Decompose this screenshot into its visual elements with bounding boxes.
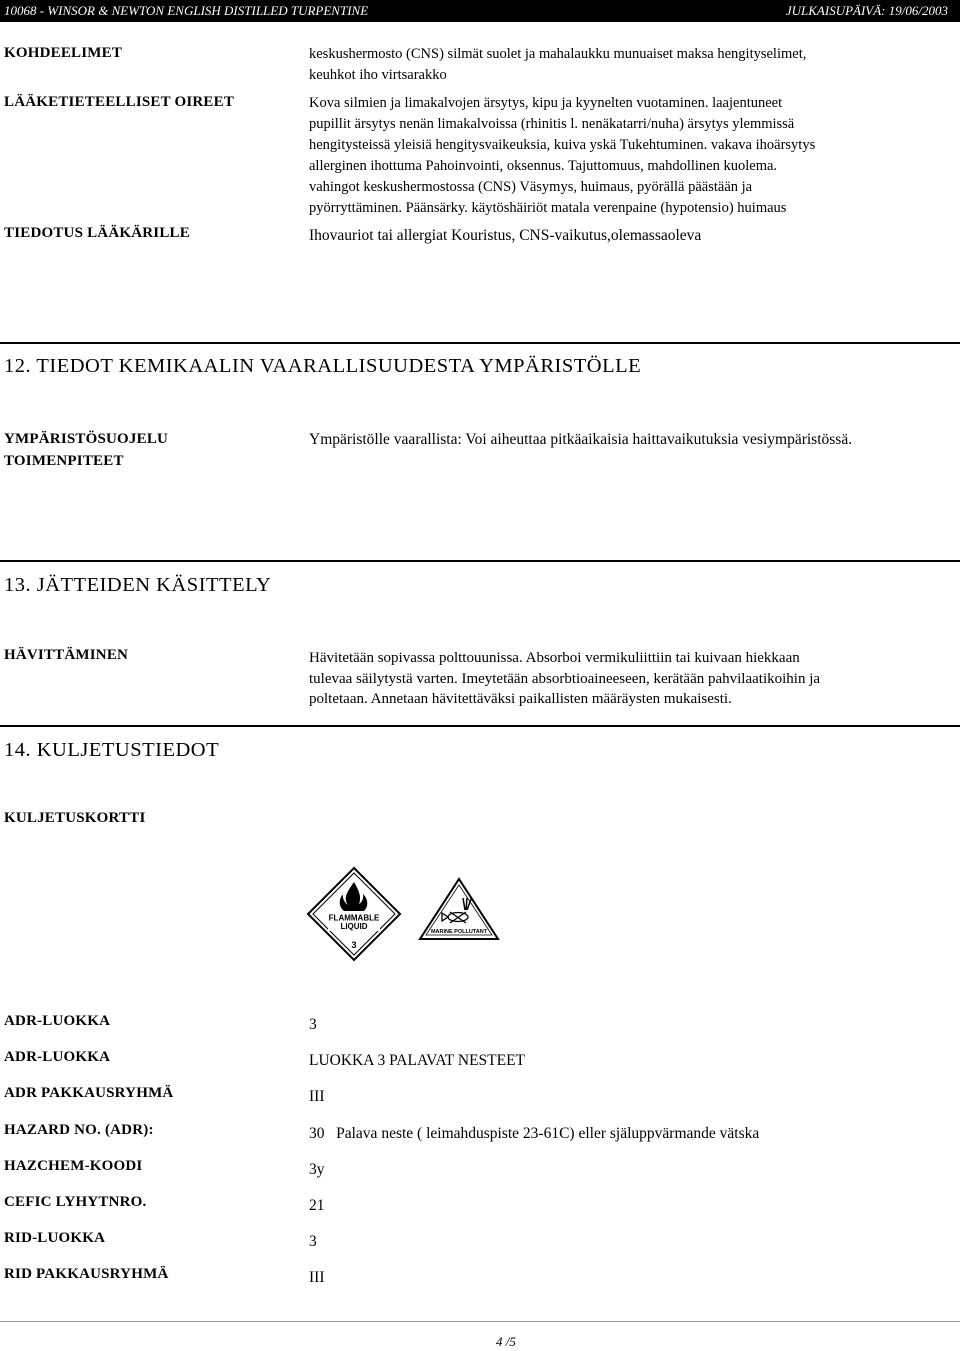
- text-line: keskushermosto (CNS) silmät suolet ja mahalaukku munuaiset maksa hengityselimet,: [309, 46, 807, 62]
- transport-row-value: 30 Palava neste ( leimahduspiste 23-61C) eller själuppvärmande vätska: [309, 1125, 760, 1142]
- symptoms-label: LÄÄKETIETEELLISET OIREET: [4, 94, 235, 110]
- note-to-physician-text: Ihovauriot tai allergiat Kouristus, CNS-vaikutus,olemassaoleva: [309, 227, 702, 244]
- footer-rule: [0, 1321, 960, 1322]
- text-line: pyörryttäminen. Päänsärky. käytöshäiriöt matala verenpaine (hypotensio) huimaus: [309, 200, 787, 216]
- transport-row-label: ADR PAKKAUSRYHMÄ: [4, 1085, 174, 1101]
- disposal-text: [309, 648, 820, 710]
- symptoms-text: [309, 93, 815, 219]
- disposal-label: HÄVITTÄMINEN: [4, 647, 129, 663]
- section-14-rule: [0, 725, 960, 727]
- marine-pollutant-icon: [417, 876, 501, 942]
- text-line: vahingot keskushermostossa (CNS) Väsymys, huimaus, pyörällä päästään ja: [309, 179, 753, 195]
- transport-row-label: CEFIC LYHYTNRO.: [4, 1194, 147, 1210]
- transport-row-value: 21: [309, 1197, 325, 1214]
- text-line: Hävitetään sopivassa polttouunissa. Absorboi vermikuliittiin tai kuivaan hiekkaan: [309, 650, 800, 666]
- transport-row-value: III: [309, 1088, 325, 1105]
- text-line: allerginen ihottuma Pahoinvointi, oksennus. Tajuttomuus, mahdollinen kuolema.: [309, 158, 778, 174]
- environmental-measures-text: Ympäristölle vaarallista: Voi aiheuttaa pitkäaikaisia haittavaikutuksia vesiympäristössä.: [309, 431, 853, 448]
- flammable-text-2: LIQUID: [340, 922, 368, 931]
- transport-row-label: ADR-LUOKKA: [4, 1049, 111, 1065]
- transport-row-value: 3: [309, 1016, 317, 1033]
- section-12-rule: [0, 342, 960, 344]
- flammable-class-number: 3: [351, 940, 357, 950]
- label-line: TOIMENPITEET: [4, 453, 124, 469]
- flammable-text-1: FLAMMABLE: [328, 913, 380, 923]
- header-product-title: 10068 - WINSOR & NEWTON ENGLISH DISTILLED TURPENTINE: [4, 3, 369, 18]
- section-12-title: 12. TIEDOT KEMIKAALIN VAARALLISUUDESTA YMPÄRISTÖLLE: [4, 355, 642, 377]
- transport-card-label: KULJETUSKORTTI: [4, 810, 146, 826]
- text-line: pupillit ärsytys nenän limakalvoissa (rhinitis l. nenäkatarri/nuha) ärsytys ylemmissä: [309, 116, 795, 132]
- transport-row-value: LUOKKA 3 PALAVAT NESTEET: [309, 1052, 526, 1069]
- transport-row-value: 3: [309, 1233, 317, 1250]
- text-line: tulevaa säilytystä varten. Imeytetään absorbtioaineeseen, kerätään pahvilaatikoihin ja: [309, 670, 821, 687]
- target-organs-text: [309, 44, 806, 86]
- section-13-rule: [0, 560, 960, 562]
- note-to-physician-label: TIEDOTUS LÄÄKÄRILLE: [4, 225, 190, 241]
- transport-row-label: RID PAKKAUSRYHMÄ: [4, 1266, 169, 1282]
- section-14-title: 14. KULJETUSTIEDOT: [4, 739, 220, 761]
- transport-row-value: III: [309, 1269, 325, 1286]
- target-organs-label: KOHDEELIMET: [4, 45, 123, 61]
- label-line: YMPÄRISTÖSUOJELU: [4, 431, 169, 447]
- environmental-measures-label: [4, 428, 168, 472]
- text-line: keuhkot iho virtsarakko: [309, 67, 447, 83]
- text-line: Kova silmien ja limakalvojen ärsytys, kipu ja kyynelten vuotaminen. laajentuneet: [309, 95, 783, 111]
- header-publish-date: JULKAISUPÄIVÄ: 19/06/2003: [785, 3, 948, 18]
- transport-row-label: RID-LUOKKA: [4, 1230, 106, 1246]
- section-13-title: 13. JÄTTEIDEN KÄSITTELY: [4, 574, 272, 596]
- text-line: hengitysteissä yleisiä hengitysvaikeuksia, kuiva yskä Tukehtuminen. vakava ihoärsytys: [309, 137, 816, 153]
- page-number: 4 /5: [496, 1334, 516, 1349]
- marine-pollutant-text: MARINE POLLUTANT: [430, 929, 488, 935]
- text-line: poltetaan. Annetaan hävitettäväksi paikallisten määräysten mukaisesti.: [309, 691, 732, 707]
- flammable-liquid-icon: [306, 866, 402, 962]
- transport-row-value: 3y: [309, 1161, 325, 1178]
- document-header: [0, 0, 960, 22]
- transport-row-label: HAZCHEM-KOODI: [4, 1158, 143, 1174]
- transport-row-label: ADR-LUOKKA: [4, 1013, 111, 1029]
- transport-row-label: HAZARD NO. (ADR):: [4, 1122, 154, 1138]
